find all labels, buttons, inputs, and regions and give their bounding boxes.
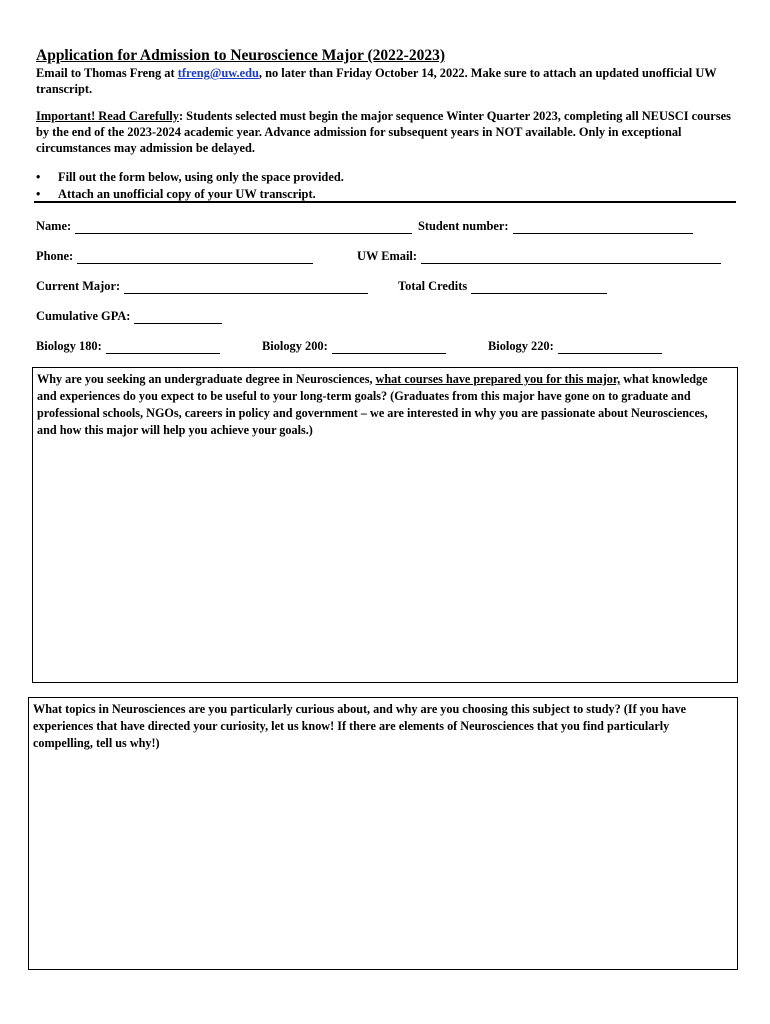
biology-180-field	[36, 338, 220, 354]
question-2-answer-input[interactable]	[33, 754, 733, 965]
instructions-prefix: Email to Thomas Freng at	[36, 66, 178, 80]
instructions-suffix: , no later than Friday October 14, 2022. Make sure to attach an updated unofficial UW transcript.	[36, 66, 717, 96]
name-input[interactable]	[75, 221, 412, 234]
bullet-icon: •	[36, 187, 41, 201]
question-2-text: What topics in Neurosciences are you particularly curious about, and why are you choosing this subject to study? (If you have experiences that have directed your curiosity, let us know! If there are elements of Neurosciences that you find particularly compelling, tell us why!)	[33, 702, 687, 750]
biology-200-input[interactable]	[332, 341, 446, 354]
question-1-part-b: what knowledge and experiences do you expect to be useful to your long-term goals? (Graduates from this major have gone on to graduate and professional schools, NGOs, careers in policy and government – we are interested in why you are passionate about Neurosciences, and how this major will help you achieve your goals.)	[37, 372, 708, 437]
phone-field	[36, 248, 313, 264]
biology-200-field	[262, 338, 446, 354]
gpa-input[interactable]	[134, 311, 222, 324]
list-item-text: Attach an unofficial copy of your UW transcript.	[58, 187, 316, 201]
submission-instructions	[36, 65, 736, 97]
email-link[interactable]: tfreng@uw.edu	[177, 66, 259, 80]
uw-email-field	[357, 248, 721, 264]
question-1-text	[37, 371, 729, 439]
biology-180-input[interactable]	[106, 341, 220, 354]
phone-input[interactable]	[77, 251, 313, 264]
important-label: Important! Read Carefully	[36, 109, 179, 123]
form-title: Application for Admission to Neuroscience Major (2022-2023)	[36, 47, 446, 64]
current-major-field	[36, 278, 368, 294]
important-notice	[36, 108, 736, 156]
instruction-list	[36, 169, 736, 203]
list-item-text: Fill out the form below, using only the space provided.	[58, 170, 344, 184]
biology-220-input[interactable]	[558, 341, 662, 354]
phone-label: Phone:	[36, 249, 74, 263]
student-number-label: Student number:	[418, 219, 509, 233]
current-major-label: Current Major:	[36, 279, 121, 293]
question-1-answer-input[interactable]	[37, 440, 733, 678]
current-major-input[interactable]	[124, 281, 368, 294]
biology-220-field	[488, 338, 662, 354]
question-2-box	[28, 697, 738, 970]
uw-email-input[interactable]	[421, 251, 721, 264]
question-1-part-a: Why are you seeking an undergraduate degree in Neurosciences,	[37, 372, 376, 386]
bullet-icon: •	[36, 170, 41, 184]
total-credits-field	[398, 278, 607, 294]
list-item	[36, 169, 736, 186]
gpa-label: Cumulative GPA:	[36, 309, 131, 323]
student-number-input[interactable]	[513, 221, 693, 234]
important-text: : Students selected must begin the major sequence Winter Quarter 2023, completing all NEUSCI courses by the end of the 2023-2024 academic year. Advance admission for subsequent years in NOT available. Only in exceptional circumstances may admission be delayed.	[36, 109, 731, 155]
section-divider	[34, 201, 736, 203]
name-label: Name:	[36, 219, 72, 233]
biology-220-label: Biology 220:	[488, 339, 554, 353]
student-number-field	[418, 218, 693, 234]
total-credits-input[interactable]	[471, 281, 607, 294]
uw-email-label: UW Email:	[357, 249, 418, 263]
name-field	[36, 218, 412, 234]
total-credits-label: Total Credits	[398, 279, 468, 293]
biology-180-label: Biology 180:	[36, 339, 102, 353]
question-1-underlined: what courses have prepared you for this major,	[375, 372, 621, 386]
question-1-box	[32, 367, 738, 683]
gpa-field	[36, 308, 222, 324]
biology-200-label: Biology 200:	[262, 339, 328, 353]
